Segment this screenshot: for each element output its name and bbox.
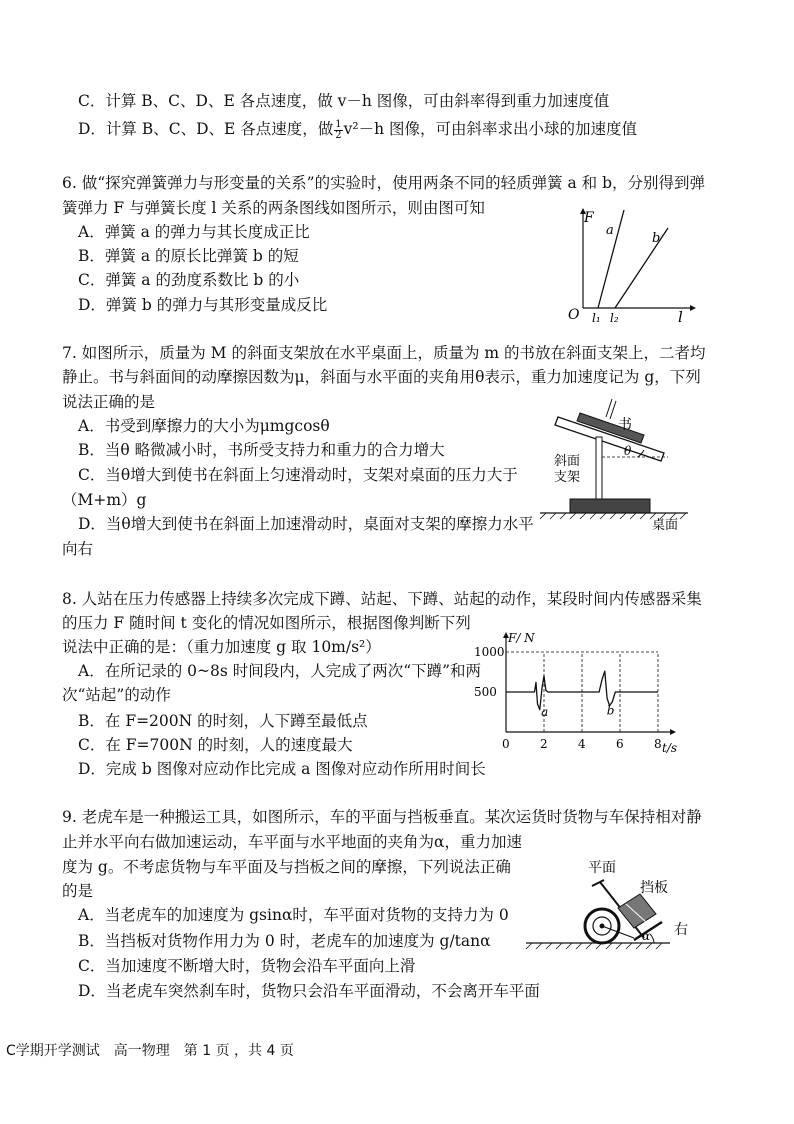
q8-stem-line2: 的压力 F 随时间 t 变化的情况如图所示，根据图像判断下列 bbox=[62, 614, 471, 632]
support-label-1: 斜面 bbox=[554, 454, 581, 469]
x-tick-label: 4 bbox=[578, 737, 586, 751]
q7-option-c-line2: （M+m）g bbox=[62, 491, 147, 509]
q9-stem-line2: 止并水平向右做加速运动，车平面与水平地面的夹角为α，重力加速 bbox=[62, 833, 522, 851]
force-time-chart bbox=[470, 628, 690, 756]
q7-option-d-line1: D．当θ增大到使书在斜面上加速滑动时，桌面对支架的摩擦力水平 bbox=[78, 515, 534, 533]
q6-stem-line1: 6. 做“探究弹簧弹力与形变量的关系”的实验时，使用两条不同的轻质弹簧 a 和 b，分别得到弹 bbox=[62, 174, 706, 192]
q7-stem-line3: 说法正确的是 bbox=[62, 393, 156, 411]
q9-stem-line3: 度为 g。不考虑货物与车平面及与挡板之间的摩擦，下列说法正确 bbox=[62, 858, 511, 876]
q5-option-d-pre: D．计算 B、C、D、E 各点速度，做 bbox=[78, 120, 334, 138]
q8-option-d: D．完成 b 图像对应动作比完成 a 图像对应动作所用时间长 bbox=[78, 760, 486, 778]
q8-stem-line1: 8. 人站在压力传感器上持续多次完成下蹲、站起、下蹲、站起的动作，某段时间内传感器采集 bbox=[62, 590, 702, 608]
y-tick-label: 500 bbox=[474, 685, 497, 699]
plane-label: 平面 bbox=[588, 860, 616, 876]
page-footer: C学期开学测试 高一物理 第 1 页 ，共 4 页 bbox=[6, 1043, 294, 1059]
q7-option-d-line2: 向右 bbox=[62, 540, 94, 558]
q5-option-c: C．计算 B、C、D、E 各点速度，做 v－h 图像，可由斜率得到重力加速度值 bbox=[78, 92, 610, 110]
q9-stem-line4: 的是 bbox=[62, 882, 94, 900]
q8-option-a-line1: A．在所记录的 0~8s 时间段内，人完成了两次“下蹲”和两 bbox=[78, 662, 482, 680]
q7-option-b: B．当θ 略微减小时，书所受支持力和重力的合力增大 bbox=[78, 441, 445, 459]
q7-option-c-line1: C．当θ增大到使书在斜面上匀速滑动时，支架对桌面的压力大于 bbox=[78, 466, 518, 484]
tick-label-l1: l₁ bbox=[592, 311, 601, 325]
q7-stem-line1: 7. 如图所示，质量为 M 的斜面支架放在水平桌面上，质量为 m 的书放在斜面支架上，二者均 bbox=[62, 344, 706, 362]
q7-option-a: A．书受到摩擦力的大小为μmgcosθ bbox=[78, 417, 330, 435]
q9-option-d: D．当老虎车突然刹车时，货物只会沿车平面滑动，不会离开车平面 bbox=[78, 982, 540, 1000]
axis-label-l: l bbox=[678, 308, 683, 326]
baffle-label: 挡板 bbox=[640, 880, 668, 896]
tick-label-l2: l₂ bbox=[610, 311, 619, 325]
q5-option-d-post: v²－h 图像，可由斜率求出小球的加速度值 bbox=[343, 120, 638, 138]
annotation-b: b bbox=[606, 703, 615, 718]
q8-option-c: C．在 F=700N 的时刻，人的速度最大 bbox=[78, 736, 353, 754]
q7-stem-line2: 静止。书与斜面间的动摩擦因数为μ，斜面与水平面的夹角用θ表示，重力加速度记为 g，下列 bbox=[62, 368, 701, 386]
annotation-a: a bbox=[541, 705, 549, 719]
line-label-a: a bbox=[606, 223, 614, 238]
x-tick-label: 8 bbox=[654, 737, 662, 751]
q8-option-b: B．在 F=200N 的时刻，人下蹲至最低点 bbox=[78, 712, 368, 730]
origin-label: O bbox=[568, 307, 580, 323]
q9-option-a: A．当老虎车的加速度为 gsinα时，车平面对货物的支持力为 0 bbox=[78, 906, 509, 924]
x-axis-label: t/s bbox=[662, 741, 678, 755]
book-stand-figure bbox=[540, 395, 700, 535]
y-tick-label: 1000 bbox=[474, 645, 505, 659]
support-label-2: 支架 bbox=[554, 470, 581, 485]
q6-option-b: B．弹簧 a 的原长比弹簧 b 的短 bbox=[78, 247, 299, 265]
axis-label-f: F bbox=[584, 210, 594, 226]
line-label-b: b bbox=[652, 231, 661, 246]
book-label: 书 bbox=[618, 417, 632, 433]
q5-option-d bbox=[78, 118, 637, 141]
right-label: 右 bbox=[674, 922, 688, 938]
angle-alpha: α bbox=[642, 929, 651, 943]
x-tick-label: 2 bbox=[540, 737, 548, 751]
q8-stem-line3: 说法中正确的是：（重力加速度 g 取 10m/s²） bbox=[62, 638, 381, 656]
hand-truck-figure bbox=[522, 856, 700, 956]
q6-option-c: C．弹簧 a 的劲度系数比 b 的小 bbox=[78, 271, 300, 289]
q9-option-b: B．当挡板对货物作用力为 0 时，老虎车的加速度为 g/tanα bbox=[78, 932, 491, 950]
table-label: 桌面 bbox=[652, 518, 679, 533]
x-tick-label: 0 bbox=[502, 737, 510, 751]
q9-stem-line1: 9. 老虎车是一种搬运工具，如图所示，车的平面与挡板垂直。某次运货时货物与车保持相对静 bbox=[62, 808, 702, 826]
angle-theta: θ bbox=[624, 444, 632, 458]
q6-stem-line2: 簧弹力 F 与弹簧长度 l 关系的两条图线如图所示，则由图可知 bbox=[62, 199, 485, 217]
q8-option-a-line2: 次“站起”的动作 bbox=[62, 686, 171, 704]
cargo-box bbox=[618, 894, 656, 928]
q6-option-a: A．弹簧 a 的弹力与其长度成正比 bbox=[78, 223, 310, 241]
y-axis-label: F/ N bbox=[508, 631, 535, 645]
q6-option-d: D．弹簧 b 的弹力与其形变量成反比 bbox=[78, 296, 328, 314]
x-axis-arrow bbox=[670, 729, 676, 735]
half-fraction: $\frac{1}{2}$ bbox=[335, 118, 342, 141]
x-tick-label: 6 bbox=[616, 737, 624, 751]
spring-force-figure bbox=[560, 200, 700, 328]
q9-option-c: C．当加速度不断增大时，货物会沿车平面向上滑 bbox=[78, 957, 416, 975]
